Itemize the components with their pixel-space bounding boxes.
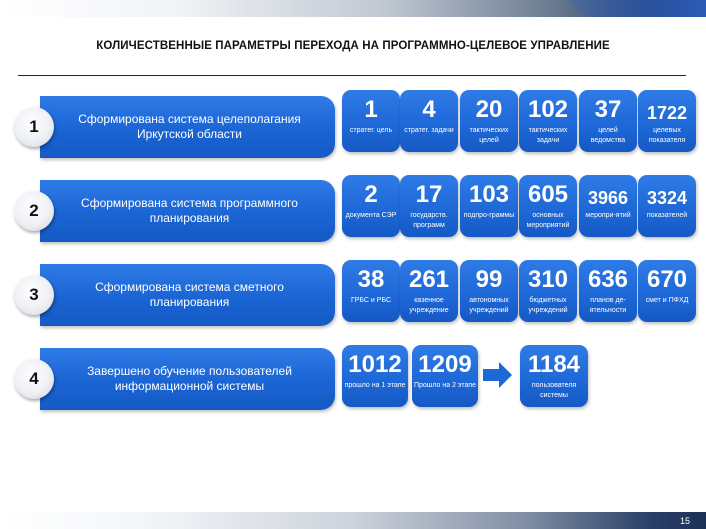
tile-label: прошло на 1 этапе [344,382,406,389]
tile-label: планов де-ятельности [589,297,627,314]
tile-value: 1012 [348,351,402,378]
tile-value: 1209 [418,351,472,378]
tile-label: тактических задачи [528,127,568,144]
row-2-tile-1 [342,175,400,237]
tile-value: 102 [527,96,569,123]
tile-value: 20 [475,96,503,123]
tile-label: меропри-ятий [585,212,631,219]
tile-value: 3324 [646,188,688,208]
tile-value: 1 [364,96,378,123]
row-1-tile-1 [342,90,400,152]
row-3-tile-3 [460,260,518,322]
tile-label: стратег. цель [349,127,393,134]
tile-value: 1722 [646,103,688,123]
tile-label: документа СЭР [345,212,397,219]
tile-label: пользователя системы [531,382,577,399]
row-1-statement [40,96,335,158]
tile-value: 4 [422,96,436,123]
row-1-tile-3 [460,90,518,152]
row-3-tile-4 [519,260,577,322]
row-1-text: Сформирована система целеполагания Иркутской области [78,112,301,141]
tile-label: ГРБС и РБС [350,297,392,304]
tile-label: основных мероприятий [526,212,570,229]
row-3-tile-2 [400,260,458,322]
tile-value: 605 [527,181,569,208]
tile-label: смет и ПФХД [645,297,689,304]
tile-value: 310 [527,266,569,293]
row-1-tile-5 [579,90,637,152]
row-2-tile-5 [579,175,637,237]
tile-value: 38 [357,266,385,293]
slide-title: КОЛИЧЕСТВЕННЫЕ ПАРАМЕТРЫ ПЕРЕХОДА НА ПРОГРАММНО-ЦЕЛЕВОЕ УПРАВЛЕНИЕ [96,40,610,52]
tile-value: 99 [475,266,503,293]
tile-label: целей ведомства [590,127,626,144]
tile-label: государств. программ [410,212,448,229]
row-4-tile-3 [520,345,588,407]
tile-label: показателей [646,212,688,219]
tile-value: 3966 [587,188,629,208]
row-2-tile-3 [460,175,518,237]
right-arrow-icon [483,361,513,389]
row-3-statement [40,264,335,326]
row-3-number-badge: 3 [14,275,54,315]
tile-value: 2 [364,181,378,208]
row-1-tile-4 [519,90,577,152]
row-4-tile-2 [412,345,478,407]
row-1-tile-6 [638,90,696,152]
row-1-number-badge: 1 [14,107,54,147]
bottom-decorative-bar [0,512,706,529]
row-1-tile-2 [400,90,458,152]
tile-value: 37 [594,96,622,123]
row-3-tile-5 [579,260,637,322]
tile-label: подпро-граммы [463,212,515,219]
tile-value: 17 [415,181,443,208]
tile-label: Прошло на 2 этапе [413,382,477,389]
row-2-tile-2 [400,175,458,237]
tile-value: 636 [587,266,629,293]
row-2-statement [40,180,335,242]
row-2-tile-4 [519,175,577,237]
row-3-tile-6 [638,260,696,322]
tile-value: 261 [408,266,450,293]
page-number: 15 [679,516,690,526]
row-4-tile-1 [342,345,408,407]
tile-value: 103 [468,181,510,208]
row-2-text: Сформирована система программного планирования [81,196,298,225]
title-divider [18,75,686,76]
tile-label: стратег. задачи [404,127,454,134]
row-2-tile-6 [638,175,696,237]
tile-label: целевых показателя [648,127,686,144]
row-3-text: Сформирована система сметного планирования [95,280,284,309]
row-3-tile-1 [342,260,400,322]
tile-label: автономных учреждений [469,297,509,314]
tile-label: казенное учреждение [409,297,449,314]
row-4-number-badge: 4 [14,359,54,399]
tile-label: бюджетных учреждений [528,297,568,314]
tile-value: 670 [646,266,688,293]
tile-value: 1184 [527,351,581,378]
row-4-text: Завершено обучение пользователей информационной системы [87,364,292,393]
row-4-statement [40,348,335,410]
tile-label: тактических целей [469,127,509,144]
row-2-number-badge: 2 [14,191,54,231]
